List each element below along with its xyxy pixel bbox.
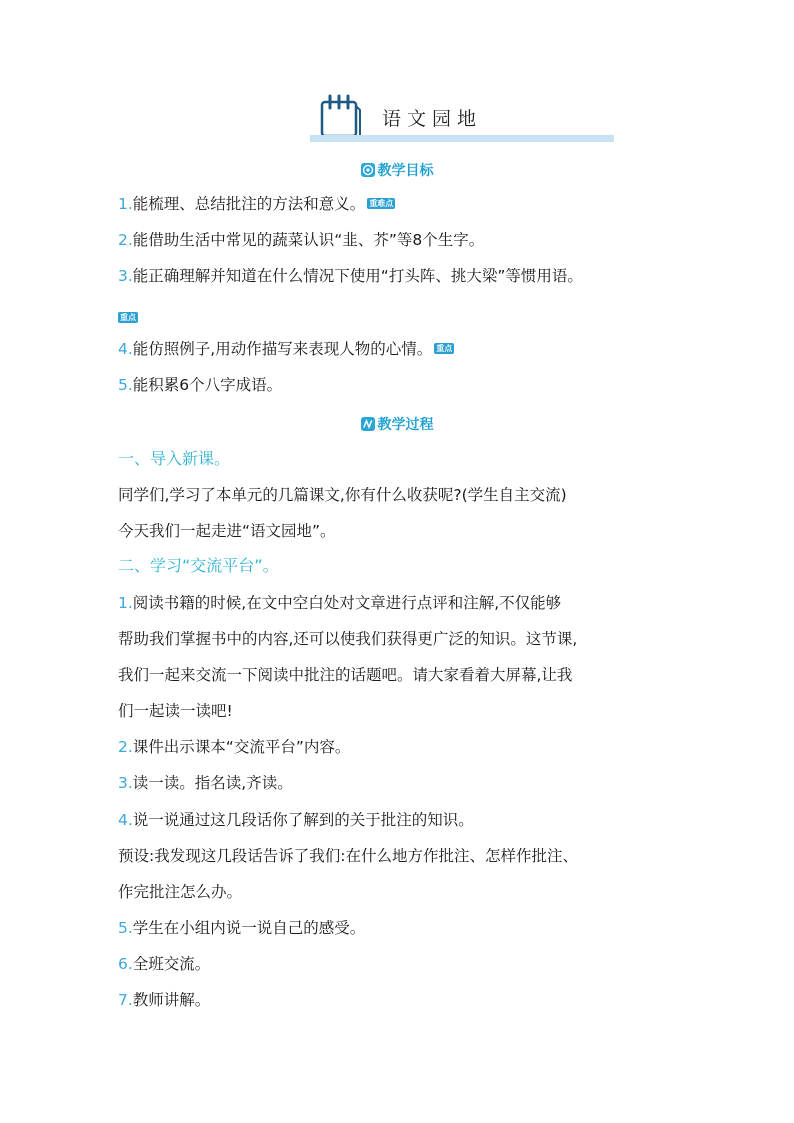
goal-item-4: 4.能仿照例子,用动作描写来表现人物的心情。 重点 [118, 340, 453, 358]
page-header [310, 92, 614, 142]
key-point-badge: 重点 [120, 313, 136, 322]
difficulty-badge: 重难点 [369, 199, 394, 208]
page-title: 语文园地 [382, 108, 483, 130]
section-title: 教学目标 [377, 163, 434, 179]
step-item-4: 4.说一说通过这几段话你了解到的关于批注的知识。 [118, 811, 474, 829]
goal-item-5: 5.能积累6个八字成语。 [118, 376, 283, 394]
section-heading-process [0, 416, 794, 434]
preset-line: 预设:我发现这几段话告诉了我们:在什么地方作批注、怎样作批注、 [118, 847, 578, 865]
paragraph-line: 帮助我们掌握书中的内容,还可以使我们获得更广泛的知识。这节课, [118, 630, 578, 648]
section-title: 教学过程 [377, 417, 434, 433]
paragraph-line: 我们一起来交流一下阅读中批注的话题吧。请大家看着大屏幕,让我 [118, 666, 573, 684]
part2-heading: 二、学习“交流平台”。 [118, 556, 279, 575]
goal-item-1: 1.能梳理、总结批注的方法和意义。 重难点 [118, 195, 394, 213]
wave-icon [361, 417, 375, 431]
goal-item-2: 2.能借助生活中常见的蔬菜认识“韭、芥”等8个生字。 [118, 231, 485, 249]
key-point-badge: 重点 [436, 344, 453, 353]
paragraph-line: 们一起读一读吧! [118, 702, 233, 720]
preset-line: 作完批注怎么办。 [118, 883, 243, 901]
step-item-3: 3.读一读。指名读,齐读。 [118, 774, 293, 792]
paragraph-line: 同学们,学习了本单元的几篇课文,你有什么收获呢?(学生自主交流) [118, 486, 567, 504]
header-underline [310, 135, 614, 142]
target-icon [361, 163, 375, 177]
step-item-5: 5.学生在小组内说一说自己的感受。 [118, 919, 366, 937]
notebook-icon [316, 92, 364, 140]
part1-heading: 一、导入新课。 [118, 449, 231, 468]
step-item-6: 6.全班交流。 [118, 955, 211, 973]
goal-item-3: 3.能正确理解并知道在什么情况下使用“打头阵、挑大梁”等惯用语。 [118, 267, 583, 285]
section-heading-goals [0, 162, 794, 180]
step-item-1: 1.阅读书籍的时候,在文中空白处对文章进行点评和注解,不仅能够 [118, 594, 562, 612]
paragraph-line: 今天我们一起走进“语文园地”。 [118, 522, 336, 540]
step-item-7: 7.教师讲解。 [118, 991, 211, 1009]
step-item-2: 2.课件出示课本“交流平台”内容。 [118, 738, 351, 756]
